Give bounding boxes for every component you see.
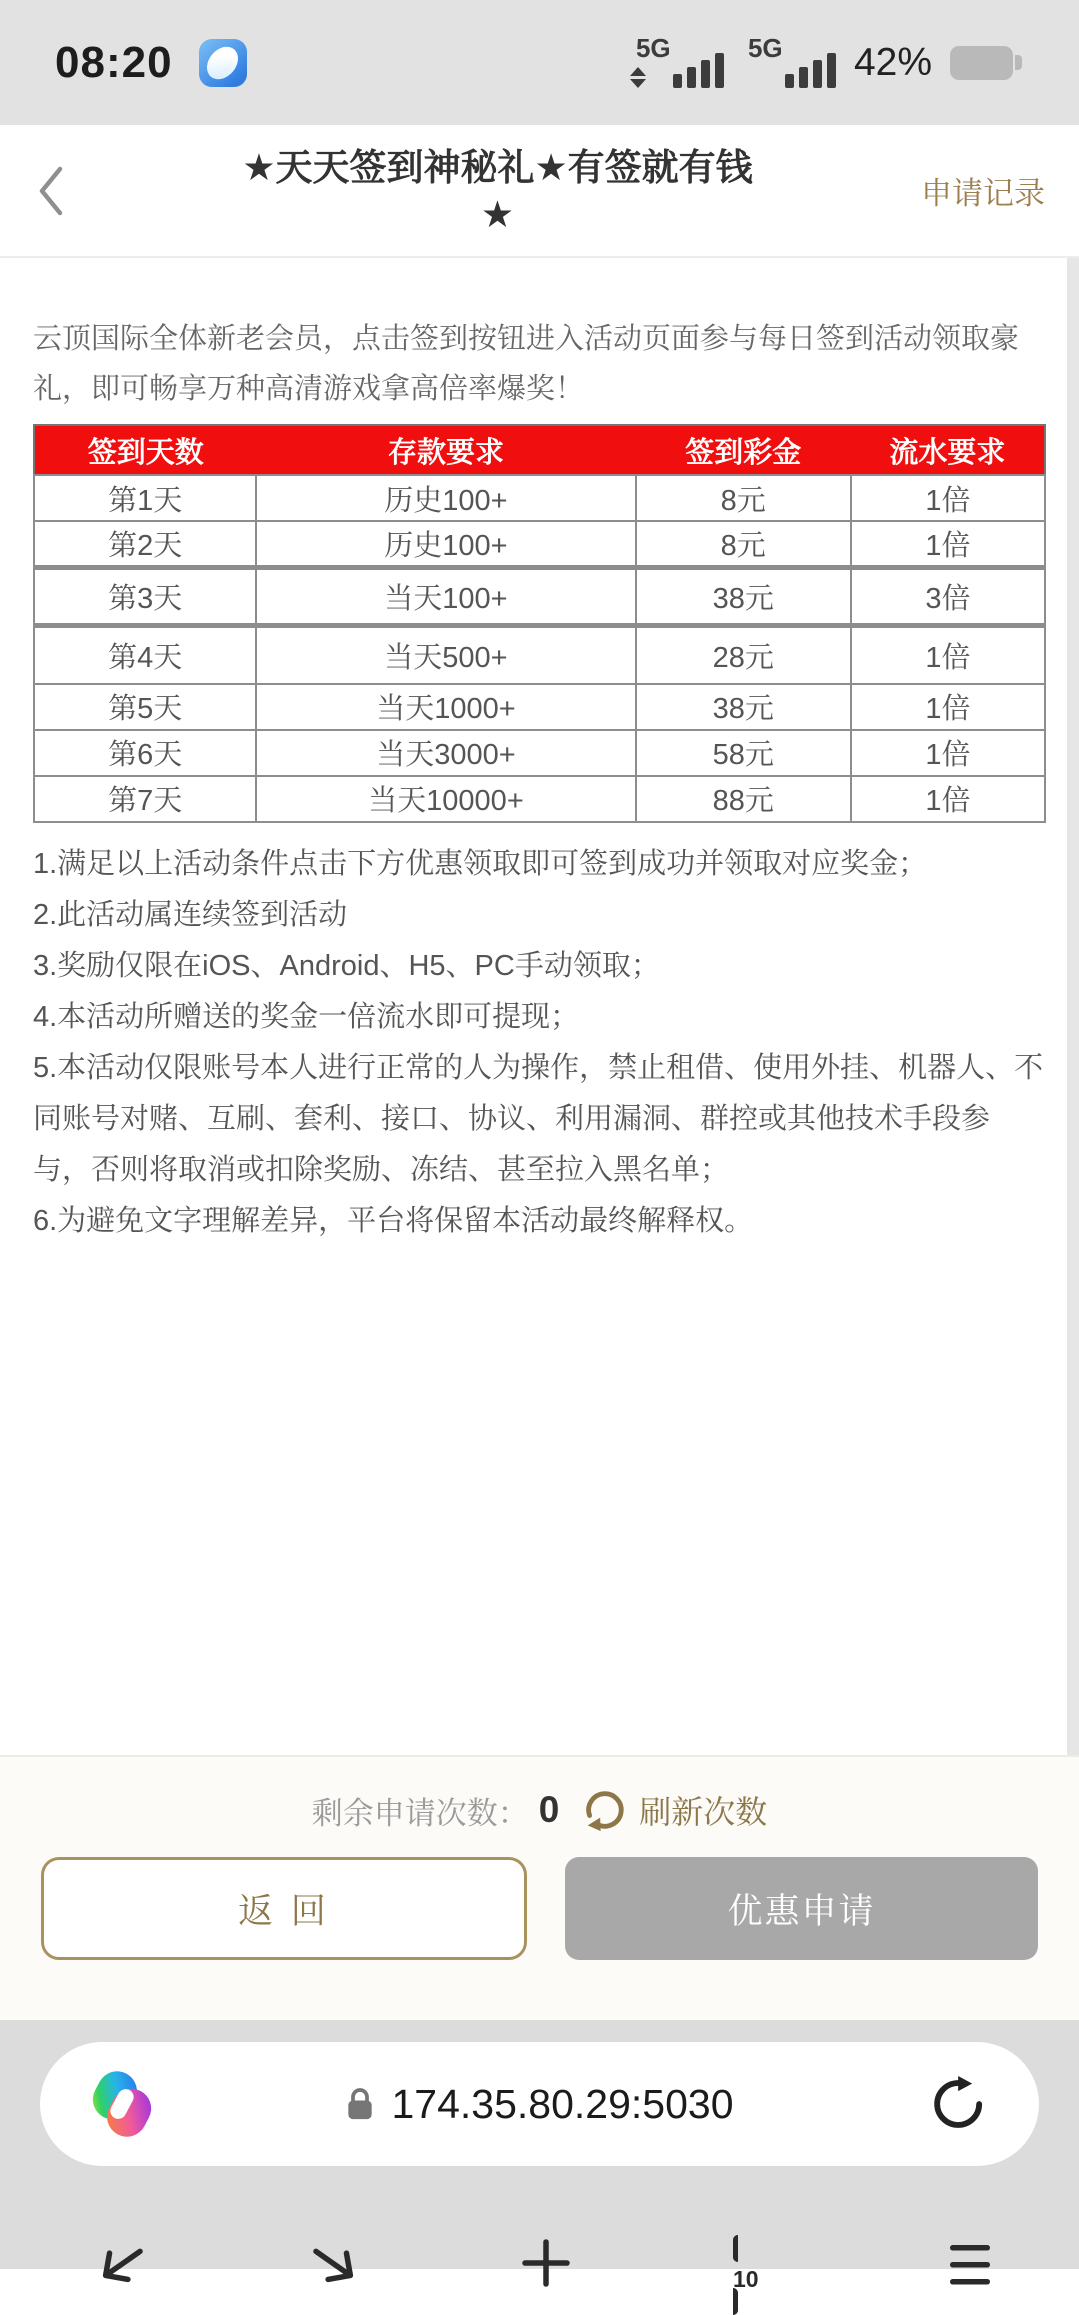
table-row: 第5天 当天1000+ 38元 1倍 — [34, 684, 1045, 730]
bottom-action-bar — [0, 1755, 1079, 2020]
tab-count: 10 — [733, 2266, 759, 2292]
signal-sim2-icon — [742, 33, 836, 93]
status-bar — [0, 0, 1079, 125]
return-button[interactable]: 返 回 — [41, 1857, 527, 1960]
rule-item: 4.本活动所赠送的奖金一倍流水即可提现； — [33, 1000, 580, 1033]
rule-item: 1.满足以上活动条件点击下方优惠领取即可签到成功并领取对应奖金； — [33, 847, 928, 880]
promo-intro-text: 云顶国际全体新老会员，点击签到按钮进入活动页面参与每日签到活动领取豪礼，即可畅享万种高清游戏拿高倍率爆奖！ — [33, 323, 1020, 405]
col-header-days: 签到天数 — [34, 425, 256, 475]
network-type-label: 5G — [747, 32, 783, 63]
page-title-line1: ★天天签到神秘礼★有签就有钱 — [242, 146, 753, 188]
table-row: 第3天 当天100+ 38元 3倍 — [34, 568, 1045, 626]
col-header-turnover: 流水要求 — [851, 425, 1045, 475]
col-header-deposit: 存款要求 — [256, 425, 635, 475]
url-text: 174.35.80.29:5030 — [391, 2080, 734, 2127]
page-title — [78, 144, 917, 238]
battery-percent: 42% — [853, 40, 932, 84]
notification-app-icon — [199, 39, 247, 87]
refresh-count-button[interactable] — [581, 1787, 627, 1833]
url-display[interactable] — [346, 2081, 734, 2128]
tab-counter-icon — [733, 2235, 759, 2315]
address-bar[interactable] — [40, 2042, 1039, 2166]
signin-reward-table — [33, 424, 1046, 823]
refresh-count-label[interactable]: 刷新次数 — [639, 1794, 768, 1830]
rule-item: 2.此活动属连续签到活动 — [33, 898, 348, 931]
network-type-label: 5G — [635, 32, 671, 63]
remaining-label: 剩余申请次数： — [311, 1795, 529, 1831]
data-updown-icon — [630, 67, 646, 88]
button-row — [0, 1857, 1079, 1960]
copilot-icon[interactable] — [84, 2066, 160, 2147]
promo-rules — [33, 839, 1046, 1247]
clock: 08:20 — [55, 37, 173, 87]
lock-icon — [346, 2085, 374, 2123]
rule-item: 3.奖励仅限在iOS、Android、H5、PC手动领取； — [33, 949, 660, 982]
menu-bars-icon — [938, 2238, 1002, 2302]
table-row: 第6天 当天3000+ 58元 1倍 — [34, 730, 1045, 776]
chevron-left-icon — [34, 160, 68, 222]
remaining-count: 0 — [538, 1789, 560, 1830]
nav-back-button[interactable] — [90, 2238, 154, 2307]
nav-menu-button[interactable] — [938, 2238, 1002, 2307]
rule-item: 5.本活动仅限账号本人进行正常的人为操作，禁止租借、使用外挂、机器人、不同账号对赌、互刷、套利、接口、协议、利用漏洞、群控或其他技术手段参与，否则将取消或扣除奖励、冻结、甚至拉入黑名单； — [33, 1051, 1044, 1186]
nav-tab-switcher-button[interactable] — [733, 2240, 759, 2311]
status-indicators — [630, 33, 1022, 93]
apply-promo-button[interactable]: 优惠申请 — [565, 1857, 1038, 1960]
page-header — [0, 125, 1079, 258]
table-row: 第4天 当天500+ 28元 1倍 — [34, 626, 1045, 684]
remaining-applications-row — [0, 1787, 1079, 1833]
reload-icon — [929, 2076, 985, 2132]
rule-item: 6.为避免文字理解差异，平台将保留本活动最终解释权。 — [33, 1204, 754, 1237]
battery-icon — [950, 46, 1022, 80]
browser-chrome — [0, 2020, 1079, 2292]
table-row: 第2天 历史100+ 8元 1倍 — [34, 521, 1045, 568]
scrollbar[interactable] — [1067, 258, 1079, 1755]
table-row: 第1天 历史100+ 8元 1倍 — [34, 475, 1045, 521]
page-title-line2: ★ — [480, 193, 515, 235]
signal-sim1-icon — [630, 33, 724, 93]
promo-content — [0, 258, 1079, 1755]
table-row: 第7天 当天10000+ 88元 1倍 — [34, 776, 1045, 822]
back-button[interactable] — [34, 160, 78, 222]
nav-new-tab-button[interactable] — [514, 2238, 578, 2307]
table-header-row — [34, 425, 1045, 475]
nav-forward-button[interactable] — [302, 2238, 366, 2307]
col-header-bonus: 签到彩金 — [636, 425, 851, 475]
application-records-link[interactable]: 申请记录 — [921, 176, 1045, 211]
refresh-icon — [581, 1787, 627, 1833]
reload-button[interactable] — [929, 2076, 985, 2137]
